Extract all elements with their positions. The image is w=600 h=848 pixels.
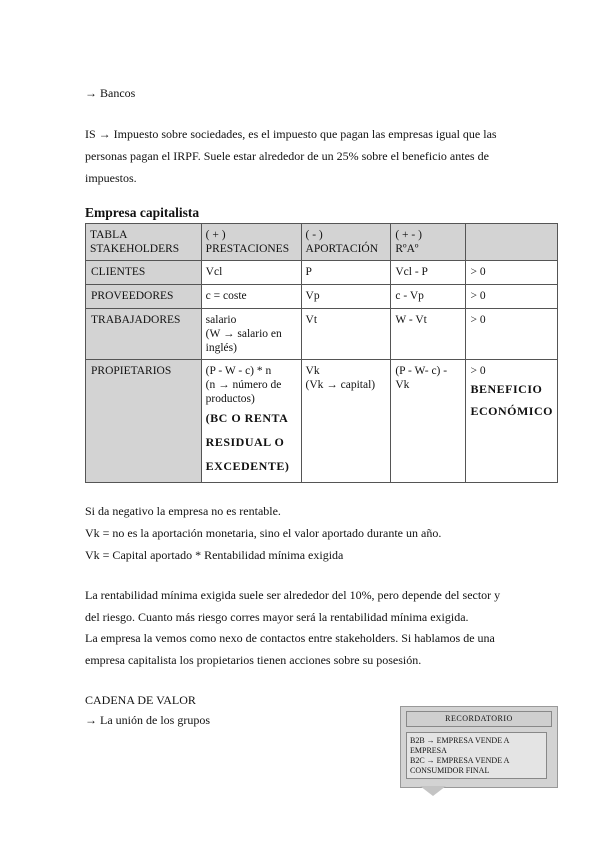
is-line-2: personas pagan el IRPF. Suele estar alrededor de un 25% sobre el beneficio antes de (85, 149, 489, 163)
header-empty (466, 224, 558, 261)
cell-condicion: > 0 (466, 261, 558, 285)
row-label-proveedores: PROVEEDORES (86, 285, 202, 309)
cell-resultado: c - Vp (391, 285, 466, 309)
cell-condicion: > 0 BENEFICIO ECONÓMICO (466, 360, 558, 483)
para-line-1: La rentabilidad mínima exigida suele ser alrededor del 10%, pero depende del sector y (85, 588, 501, 602)
cadena-title: CADENA DE VALOR (85, 693, 196, 707)
cell-resultado: (P - W- c) - Vk (391, 360, 466, 483)
cell-resultado: Vcl - P (391, 261, 466, 285)
cell-condicion: > 0 (466, 285, 558, 309)
table-header-row (86, 224, 558, 261)
para-line-4: empresa capitalista los propietarios tienen acciones sobre su posesión. (85, 653, 422, 667)
para-line-2: del riesgo. Cuanto más riesgo corres mayor será la rentabilidad mínima exigida. (85, 610, 469, 624)
cadena-line: → La unión de los grupos (85, 713, 210, 727)
note-line-1: Si da negativo la empresa no es rentable. (85, 504, 281, 518)
cell-aportacion: Vp (301, 285, 391, 309)
note-line-3: Vk = Capital aportado * Rentabilidad mínima exigida (85, 548, 344, 562)
cell-resultado: W - Vt (391, 309, 466, 360)
para-line-3: La empresa la vemos como nexo de contactos entre stakeholders. Si hablamos de una (85, 631, 495, 645)
header-resultado: ( + - ) RºAº (391, 224, 466, 261)
stakeholders-table (85, 223, 558, 483)
table-row (86, 261, 558, 285)
cell-prestacion: salario (W → salario en inglés) (201, 309, 301, 360)
table-row (86, 309, 558, 360)
bancos-line: → Bancos (85, 86, 136, 100)
cell-prestacion: (P - W - c) * n (n → número de productos) (BC O RENTA RESIDUAL O EXCEDENTE) (201, 360, 301, 483)
section-title: Empresa capitalista (85, 205, 200, 220)
cell-aportacion: P (301, 261, 391, 285)
beneficio-economico-note: BENEFICIO ECONÓMICO (470, 382, 553, 418)
cell-condicion: > 0 (466, 309, 558, 360)
cell-aportacion: Vt (301, 309, 391, 360)
cell-prestacion: Vcl (201, 261, 301, 285)
table-row (86, 285, 558, 309)
row-label-clientes: CLIENTES (86, 261, 202, 285)
reminder-box (400, 706, 558, 788)
table-row (86, 360, 558, 483)
reminder-title: RECORDATORIO (406, 711, 552, 727)
is-line-1: IS → Impuesto sobre sociedades, es el impuesto que pagan las empresas igual que las (85, 127, 497, 141)
header-stakeholders: TABLA STAKEHOLDERS (86, 224, 202, 261)
is-line-3: impuestos. (85, 171, 137, 185)
row-label-trabajadores: TRABAJADORES (86, 309, 202, 360)
renta-residual-note: (BC O RENTA RESIDUAL O EXCEDENTE) (205, 411, 290, 473)
cell-aportacion: Vk (Vk → capital) (301, 360, 391, 483)
reminder-pointer (420, 786, 446, 796)
header-prestaciones: ( + ) PRESTACIONES (201, 224, 301, 261)
cell-prestacion: c = coste (201, 285, 301, 309)
header-aportacion: ( - ) APORTACIÓN (301, 224, 391, 261)
note-line-2: Vk = no es la aportación monetaria, sino el valor aportado durante un año. (85, 526, 442, 540)
reminder-body: B2B → EMPRESA VENDE A EMPRESA B2C → EMPRESA VENDE A CONSUMIDOR FINAL (406, 732, 547, 779)
row-label-propietarios: PROPIETARIOS (86, 360, 202, 483)
